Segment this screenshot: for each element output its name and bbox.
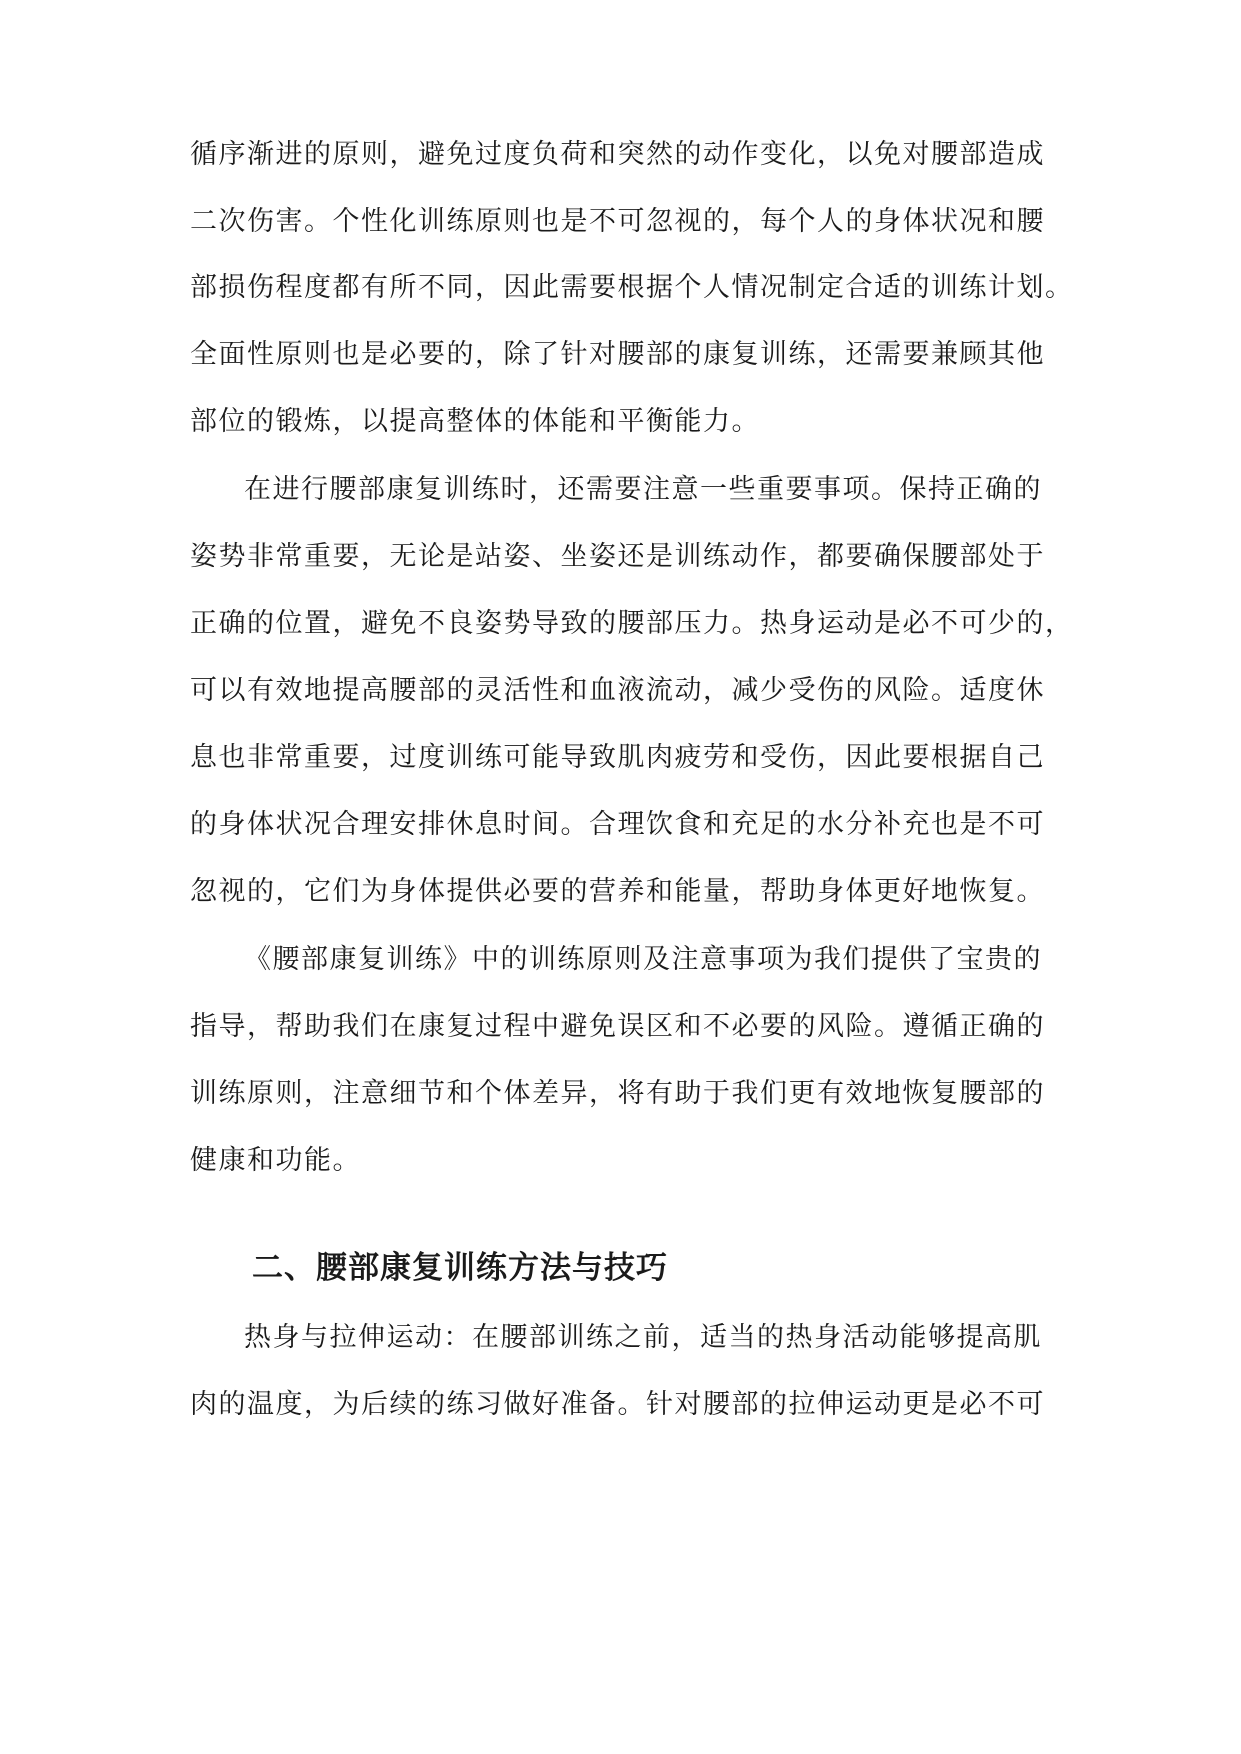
paragraph-line: 健康和功能。	[190, 1145, 361, 1176]
paragraph-line: 正确的位置，避免不良姿势导致的腰部压力。热身运动是必不可少的，	[190, 608, 1074, 639]
paragraph-line: 循序渐进的原则，避免过度负荷和突然的动作变化，以免对腰部造成	[190, 139, 1045, 170]
paragraph-line: 姿势非常重要，无论是站姿、坐姿还是训练动作，都要确保腰部处于	[190, 541, 1045, 572]
paragraph-line: 忽视的，它们为身体提供必要的营养和能量，帮助身体更好地恢复。	[190, 876, 1045, 907]
paragraph-line: 《腰部康复训练》中的训练原则及注意事项为我们提供了宝贵的	[244, 944, 1042, 975]
paragraph-line: 肉的温度，为后续的练习做好准备。针对腰部的拉伸运动更是必不可	[190, 1389, 1045, 1420]
section-heading: 二、腰部康复训练方法与技巧	[252, 1250, 668, 1286]
paragraph-line: 部位的锻炼，以提高整体的体能和平衡能力。	[190, 406, 760, 437]
paragraph-line: 二次伤害。个性化训练原则也是不可忽视的，每个人的身体状况和腰	[190, 206, 1045, 237]
paragraph-line: 可以有效地提高腰部的灵活性和血液流动，减少受伤的风险。适度休	[190, 675, 1045, 706]
paragraph-line: 热身与拉伸运动：在腰部训练之前，适当的热身活动能够提高肌	[244, 1322, 1042, 1353]
paragraph-line: 训练原则，注意细节和个体差异，将有助于我们更有效地恢复腰部的	[190, 1078, 1045, 1109]
paragraph-line: 全面性原则也是必要的，除了针对腰部的康复训练，还需要兼顾其他	[190, 339, 1045, 370]
paragraph-line: 的身体状况合理安排休息时间。合理饮食和充足的水分补充也是不可	[190, 809, 1045, 840]
paragraph-line: 在进行腰部康复训练时，还需要注意一些重要事项。保持正确的	[244, 474, 1042, 505]
paragraph-line: 指导，帮助我们在康复过程中避免误区和不必要的风险。遵循正确的	[190, 1011, 1045, 1042]
paragraph-line: 息也非常重要，过度训练可能导致肌肉疲劳和受伤，因此要根据自己	[190, 742, 1045, 773]
paragraph-line: 部损伤程度都有所不同，因此需要根据个人情况制定合适的训练计划。	[190, 272, 1074, 303]
